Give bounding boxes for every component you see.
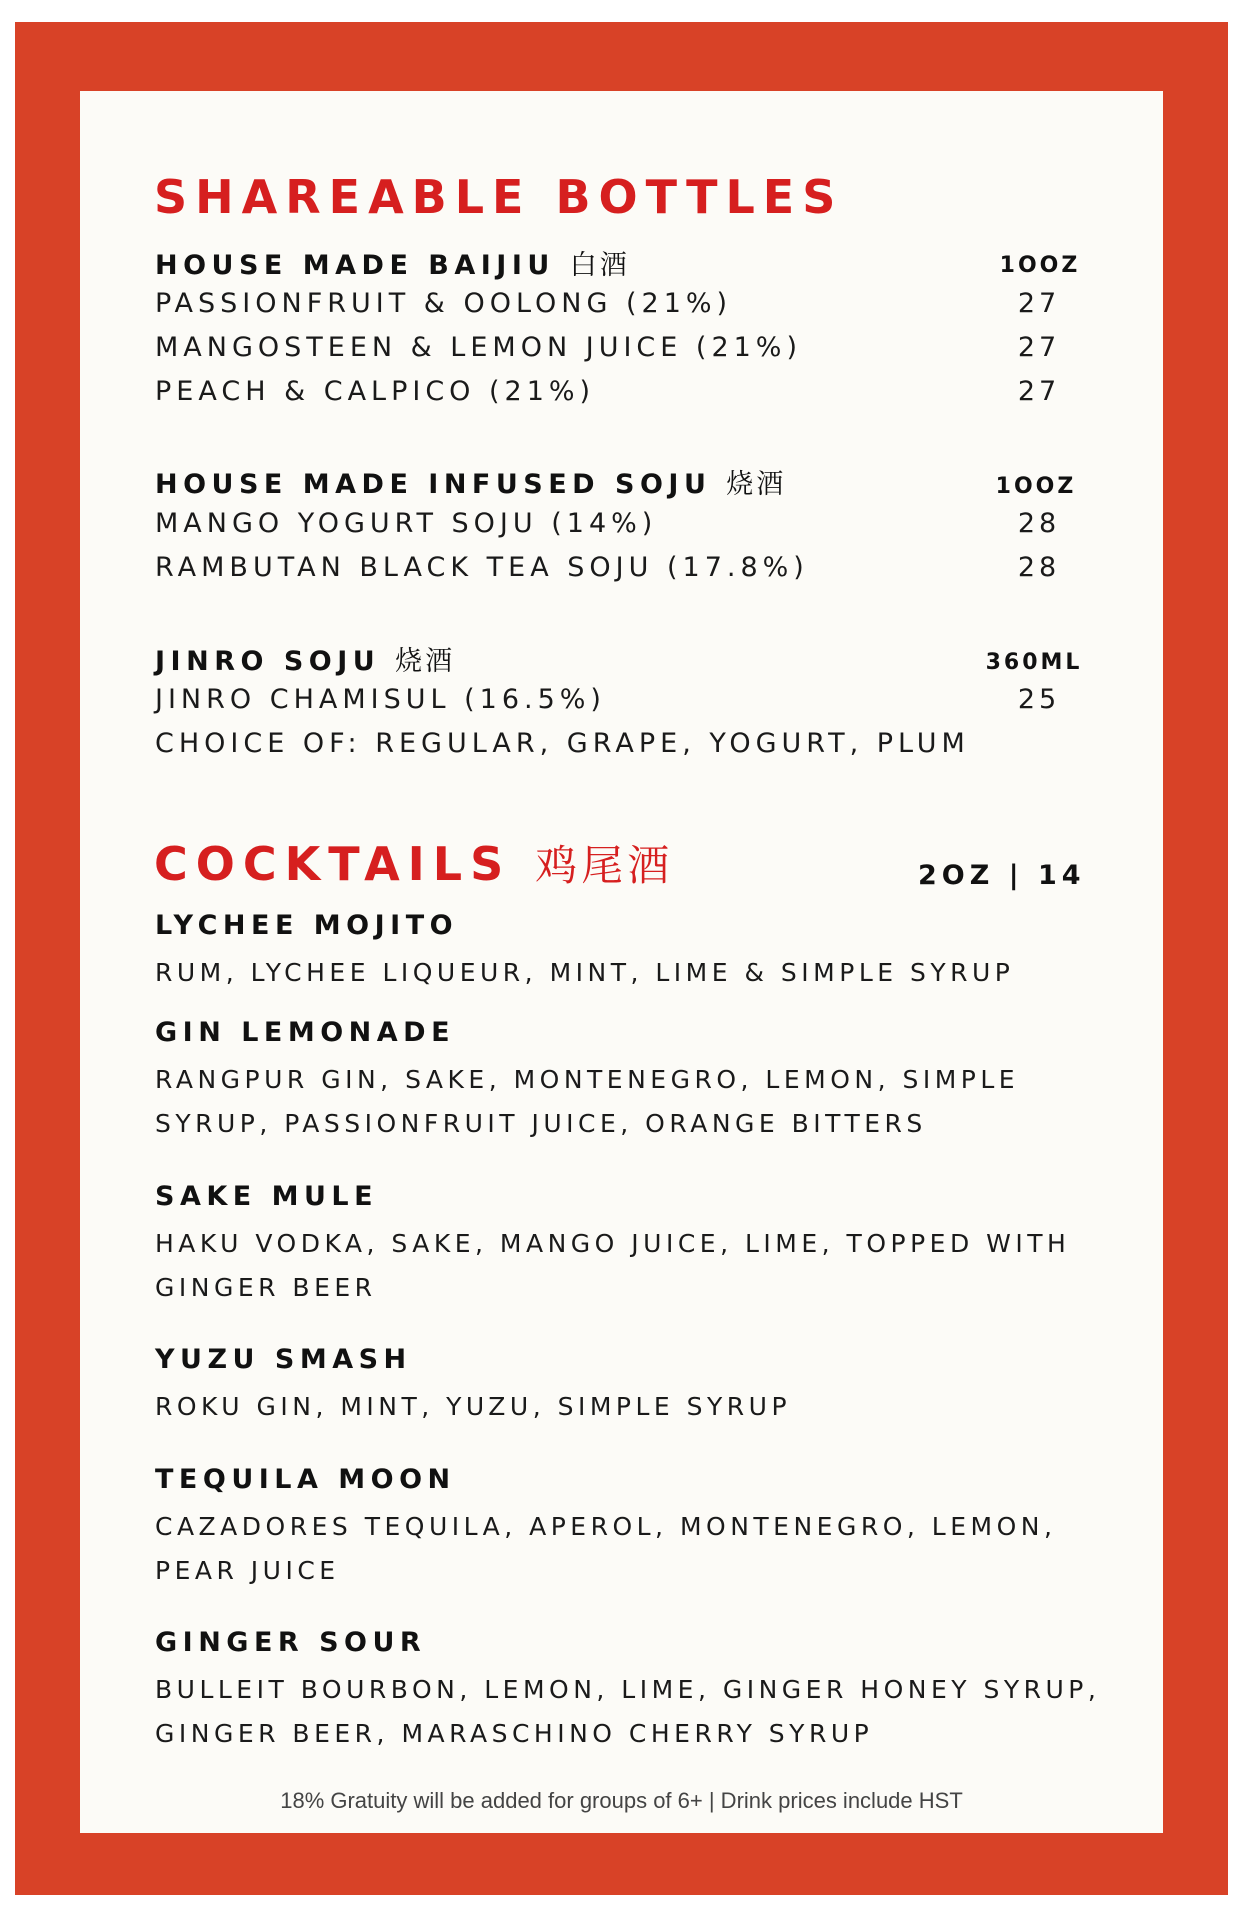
cocktail-desc-5-line-1: CAZADORES TEQUILA, APEROL, MONTENEGRO, LEMON, [155, 1512, 1057, 1541]
cocktail-name-1: LYCHEE MOJITO [155, 910, 459, 941]
soju-unit: 1OOZ [995, 474, 1077, 499]
jinro-heading-label: JINRO SOJU [155, 646, 381, 677]
cocktail-desc-4-line-1: ROKU GIN, MINT, YUZU, SIMPLE SYRUP [155, 1392, 792, 1421]
cocktails-title [154, 833, 673, 893]
cocktail-desc-6-line-2: GINGER BEER, MARASCHINO CHERRY SYRUP [155, 1719, 874, 1748]
baijiu-item-3: PEACH & CALPICO (21%) [155, 376, 596, 407]
soju-item-2: RAMBUTAN BLACK TEA SOJU (17.8%) [155, 552, 809, 583]
cocktail-desc-2-line-2: SYRUP, PASSIONFRUIT JUICE, ORANGE BITTERS [155, 1109, 927, 1138]
soju-price-1: 28 [1017, 508, 1061, 539]
soju-heading-cn: 烧酒 [726, 469, 787, 500]
baijiu-price-1: 27 [1017, 288, 1061, 319]
gratuity-footer: 18% Gratuity will be added for groups of 6+ | Drink prices include HST [280, 1788, 963, 1813]
baijiu-heading-label: HOUSE MADE BAIJIU [155, 250, 555, 281]
cocktail-desc-2-line-1: RANGPUR GIN, SAKE, MONTENEGRO, LEMON, SIMPLE [155, 1065, 1020, 1094]
cocktail-name-2: GIN LEMONADE [155, 1017, 456, 1048]
shareable-bottles-title: SHAREABLE BOTTLES [154, 170, 844, 224]
cocktail-desc-1-line-1: RUM, LYCHEE LIQUEUR, MINT, LIME & SIMPLE SYRUP [155, 958, 1015, 987]
jinro-item-1: JINRO CHAMISUL (16.5%) [155, 684, 606, 715]
cocktail-name-6: GINGER SOUR [155, 1627, 427, 1658]
jinro-note: CHOICE OF: REGULAR, GRAPE, YOGURT, PLUM [155, 728, 970, 759]
cocktails-title-label: COCKTAILS [154, 837, 512, 891]
baijiu-price-3: 27 [1017, 376, 1061, 407]
soju-item-1: MANGO YOGURT SOJU (14%) [155, 508, 658, 539]
baijiu-heading [155, 243, 630, 282]
cocktail-desc-3-line-2: GINGER BEER [155, 1273, 377, 1302]
baijiu-unit: 1OOZ [999, 253, 1081, 278]
baijiu-price-2: 27 [1017, 332, 1061, 363]
cocktails-price-info: 2OZ | 14 [918, 860, 1086, 891]
cocktail-name-5: TEQUILA MOON [155, 1464, 456, 1495]
baijiu-item-2: MANGOSTEEN & LEMON JUICE (21%) [155, 332, 802, 363]
soju-price-2: 28 [1017, 552, 1061, 583]
cocktail-desc-6-line-1: BULLEIT BOURBON, LEMON, LIME, GINGER HONEY SYRUP, [155, 1675, 1101, 1704]
cocktail-name-4: YUZU SMASH [155, 1344, 412, 1375]
soju-heading-label: HOUSE MADE INFUSED SOJU [155, 469, 712, 500]
cocktail-desc-3-line-1: HAKU VODKA, SAKE, MANGO JUICE, LIME, TOPPED WITH [155, 1229, 1071, 1258]
cocktails-title-cn: 鸡尾酒 [535, 841, 674, 890]
jinro-price-1: 25 [1017, 684, 1061, 715]
jinro-heading [155, 639, 455, 678]
cocktail-name-3: SAKE MULE [155, 1181, 379, 1212]
baijiu-item-1: PASSIONFRUIT & OOLONG (21%) [155, 288, 733, 319]
jinro-heading-cn: 烧酒 [395, 646, 456, 677]
soju-heading [155, 462, 786, 501]
jinro-unit: 360ML [985, 650, 1083, 675]
cocktail-desc-5-line-2: PEAR JUICE [155, 1556, 340, 1585]
baijiu-heading-cn: 白酒 [569, 250, 630, 281]
